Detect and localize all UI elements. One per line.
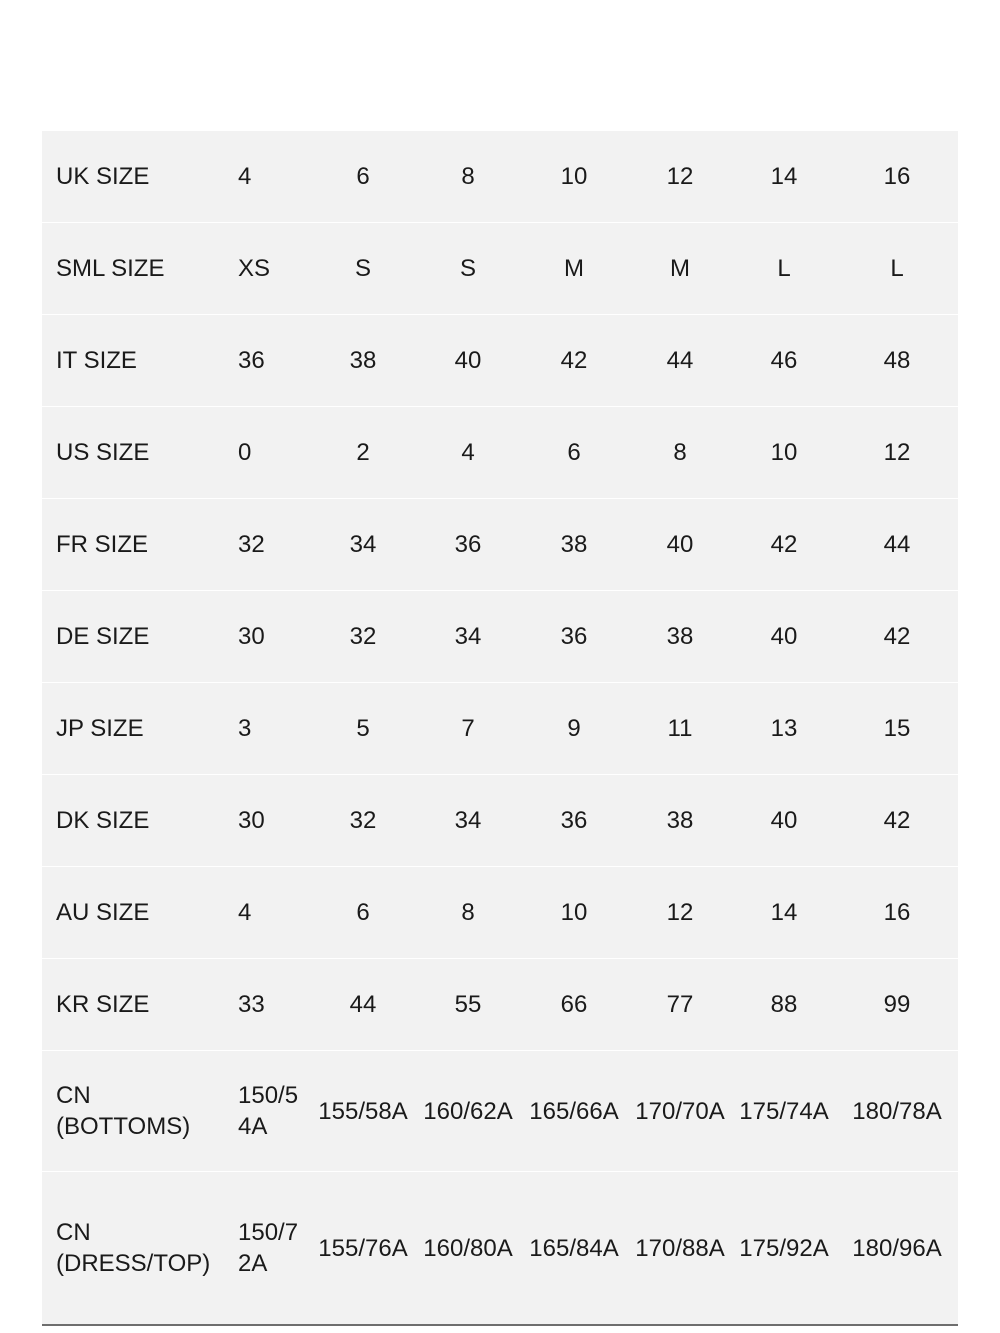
size-cell: 16	[836, 867, 958, 959]
size-cell: 32	[224, 499, 310, 591]
size-cell: 13	[732, 683, 836, 775]
table-row	[42, 315, 958, 407]
table-row	[42, 867, 958, 959]
size-cell: M	[628, 223, 732, 315]
size-cell: 10	[732, 407, 836, 499]
size-cell: 42	[520, 315, 628, 407]
size-cell: 16	[836, 131, 958, 223]
table-row	[42, 407, 958, 499]
size-cell: 15	[836, 683, 958, 775]
size-cell: 34	[310, 499, 416, 591]
size-cell: 40	[628, 499, 732, 591]
size-cell: 38	[520, 499, 628, 591]
row-label: US SIZE	[42, 407, 224, 499]
size-cell: 12	[836, 407, 958, 499]
size-cell: 11	[628, 683, 732, 775]
size-cell: 38	[628, 775, 732, 867]
table-row	[42, 591, 958, 683]
size-cell: 7	[416, 683, 520, 775]
row-label: CN (DRESS/TOP)	[42, 1172, 224, 1326]
table-row	[42, 499, 958, 591]
size-cell: 150/54A	[224, 1051, 310, 1172]
size-cell: 170/88A	[628, 1172, 732, 1326]
size-cell: 34	[416, 591, 520, 683]
size-cell: 40	[732, 591, 836, 683]
size-cell: 42	[836, 591, 958, 683]
size-cell: 6	[520, 407, 628, 499]
row-label: FR SIZE	[42, 499, 224, 591]
size-cell: 9	[520, 683, 628, 775]
size-cell: 5	[310, 683, 416, 775]
size-cell: S	[416, 223, 520, 315]
size-cell: 36	[520, 591, 628, 683]
size-cell: 48	[836, 315, 958, 407]
size-cell: 0	[224, 407, 310, 499]
size-cell: 44	[836, 499, 958, 591]
size-cell: 6	[310, 131, 416, 223]
size-cell: 165/66A	[520, 1051, 628, 1172]
size-chart-body	[42, 131, 958, 1326]
size-cell: 33	[224, 959, 310, 1051]
size-cell: 8	[416, 131, 520, 223]
size-cell: 14	[732, 131, 836, 223]
table-row	[42, 131, 958, 223]
size-cell: 10	[520, 867, 628, 959]
row-label: AU SIZE	[42, 867, 224, 959]
size-cell: 8	[628, 407, 732, 499]
size-chart	[42, 131, 958, 1326]
size-cell: 30	[224, 591, 310, 683]
size-cell: 3	[224, 683, 310, 775]
row-label: CN (BOTTOMS)	[42, 1051, 224, 1172]
size-cell: 4	[224, 867, 310, 959]
size-cell: 12	[628, 131, 732, 223]
table-row	[42, 1051, 958, 1172]
size-cell: 55	[416, 959, 520, 1051]
size-cell: 175/74A	[732, 1051, 836, 1172]
size-cell: 44	[310, 959, 416, 1051]
size-cell: 36	[520, 775, 628, 867]
size-cell: 14	[732, 867, 836, 959]
size-cell: 170/70A	[628, 1051, 732, 1172]
table-row	[42, 223, 958, 315]
size-cell: XS	[224, 223, 310, 315]
size-chart-table	[42, 131, 958, 1326]
size-cell: 42	[732, 499, 836, 591]
table-row	[42, 775, 958, 867]
size-cell: 8	[416, 867, 520, 959]
size-cell: 30	[224, 775, 310, 867]
table-row	[42, 683, 958, 775]
size-cell: 6	[310, 867, 416, 959]
size-cell: 36	[416, 499, 520, 591]
row-label: DE SIZE	[42, 591, 224, 683]
size-cell: 4	[224, 131, 310, 223]
size-cell: 10	[520, 131, 628, 223]
row-label: SML SIZE	[42, 223, 224, 315]
size-cell: 77	[628, 959, 732, 1051]
size-cell: 38	[310, 315, 416, 407]
size-cell: 150/72A	[224, 1172, 310, 1326]
size-cell: 32	[310, 591, 416, 683]
size-cell: 40	[732, 775, 836, 867]
row-label: DK SIZE	[42, 775, 224, 867]
size-cell: 38	[628, 591, 732, 683]
size-cell: 180/96A	[836, 1172, 958, 1326]
size-cell: 36	[224, 315, 310, 407]
size-cell: 99	[836, 959, 958, 1051]
table-row	[42, 959, 958, 1051]
row-label: JP SIZE	[42, 683, 224, 775]
size-cell: 44	[628, 315, 732, 407]
size-cell: 2	[310, 407, 416, 499]
row-label: KR SIZE	[42, 959, 224, 1051]
row-label: IT SIZE	[42, 315, 224, 407]
size-cell: 12	[628, 867, 732, 959]
size-cell: 180/78A	[836, 1051, 958, 1172]
size-cell: 40	[416, 315, 520, 407]
size-cell: 155/58A	[310, 1051, 416, 1172]
size-cell: 155/76A	[310, 1172, 416, 1326]
size-cell: 88	[732, 959, 836, 1051]
row-label: UK SIZE	[42, 131, 224, 223]
table-row	[42, 1172, 958, 1326]
size-cell: 165/84A	[520, 1172, 628, 1326]
size-cell: 42	[836, 775, 958, 867]
size-cell: L	[836, 223, 958, 315]
size-cell: 4	[416, 407, 520, 499]
size-cell: L	[732, 223, 836, 315]
size-cell: 160/80A	[416, 1172, 520, 1326]
size-cell: 46	[732, 315, 836, 407]
size-cell: 175/92A	[732, 1172, 836, 1326]
size-cell: 160/62A	[416, 1051, 520, 1172]
size-cell: M	[520, 223, 628, 315]
size-cell: S	[310, 223, 416, 315]
size-cell: 66	[520, 959, 628, 1051]
size-cell: 32	[310, 775, 416, 867]
size-cell: 34	[416, 775, 520, 867]
